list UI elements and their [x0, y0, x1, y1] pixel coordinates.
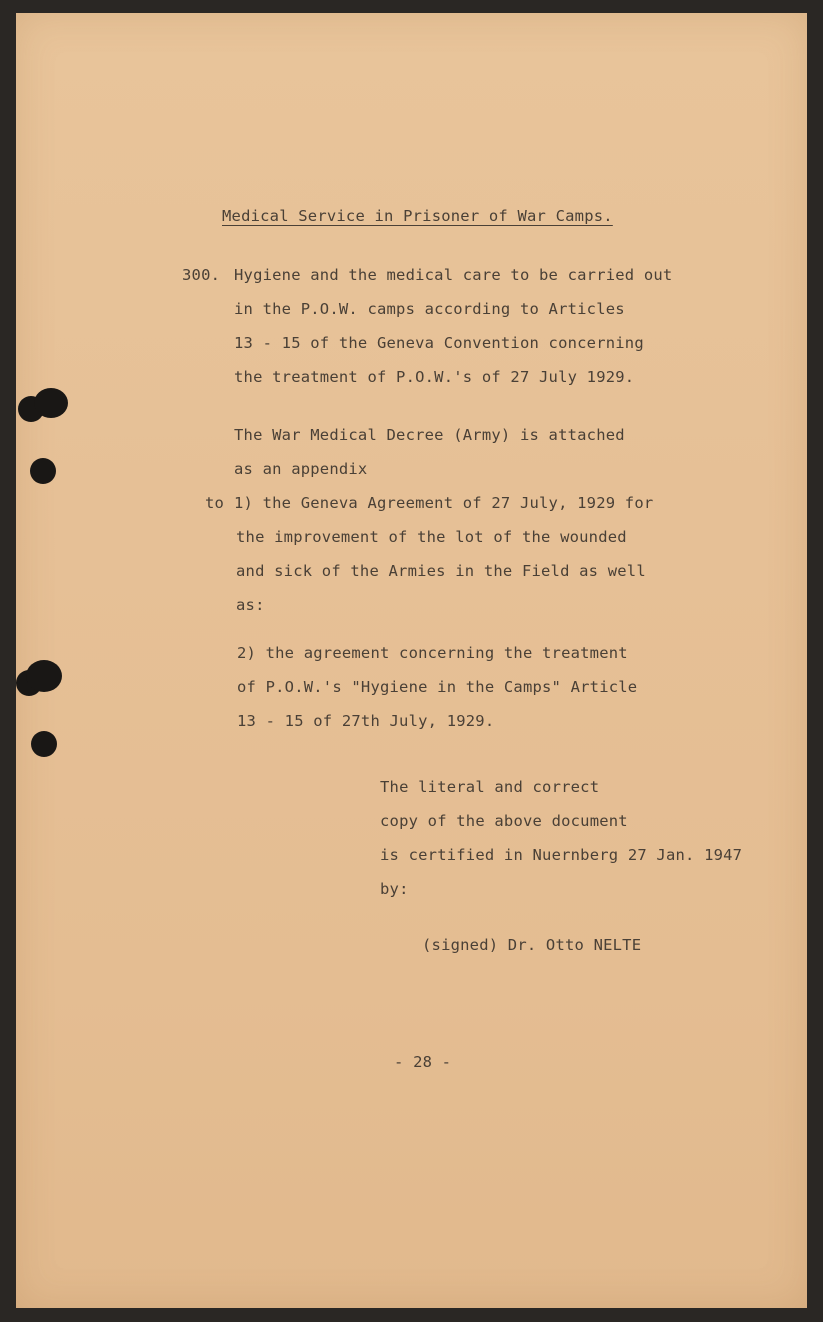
signature: (signed) Dr. Otto NELTE — [422, 936, 642, 954]
item-prefix: to — [205, 494, 225, 512]
item-line: and sick of the Armies in the Field as well — [236, 562, 646, 580]
punch-hole — [34, 388, 68, 418]
item-line: 1) the Geneva Agreement of 27 July, 1929 for — [234, 494, 654, 512]
paragraph-number: 300. — [182, 266, 221, 284]
punch-hole — [31, 731, 57, 757]
paragraph-line: in the P.O.W. camps according to Articles — [234, 300, 625, 318]
item-line: 13 - 15 of 27th July, 1929. — [237, 712, 495, 730]
document-page — [16, 13, 807, 1308]
item-line: as: — [236, 596, 265, 614]
item-line: 2) the agreement concerning the treatment — [237, 644, 628, 662]
certification-line: copy of the above document — [380, 812, 628, 830]
punch-hole — [26, 660, 62, 692]
certification-line: by: — [380, 880, 409, 898]
certification-line: is certified in Nuernberg 27 Jan. 1947 — [380, 846, 743, 864]
paragraph-line: 13 - 15 of the Geneva Convention concerning — [234, 334, 644, 352]
paragraph-line: the treatment of P.O.W.'s of 27 July 1929. — [234, 368, 635, 386]
item-line: of P.O.W.'s "Hygiene in the Camps" Article — [237, 678, 638, 696]
page-number: - 28 - — [394, 1053, 452, 1071]
paragraph-line: Hygiene and the medical care to be carried out — [234, 266, 673, 284]
decree-line: The War Medical Decree (Army) is attached — [234, 426, 625, 444]
punch-hole — [30, 458, 56, 484]
item-line: the improvement of the lot of the wounded — [236, 528, 627, 546]
document-title: Medical Service in Prisoner of War Camps. — [222, 207, 613, 225]
decree-line: as an appendix — [234, 460, 368, 478]
certification-line: The literal and correct — [380, 778, 600, 796]
